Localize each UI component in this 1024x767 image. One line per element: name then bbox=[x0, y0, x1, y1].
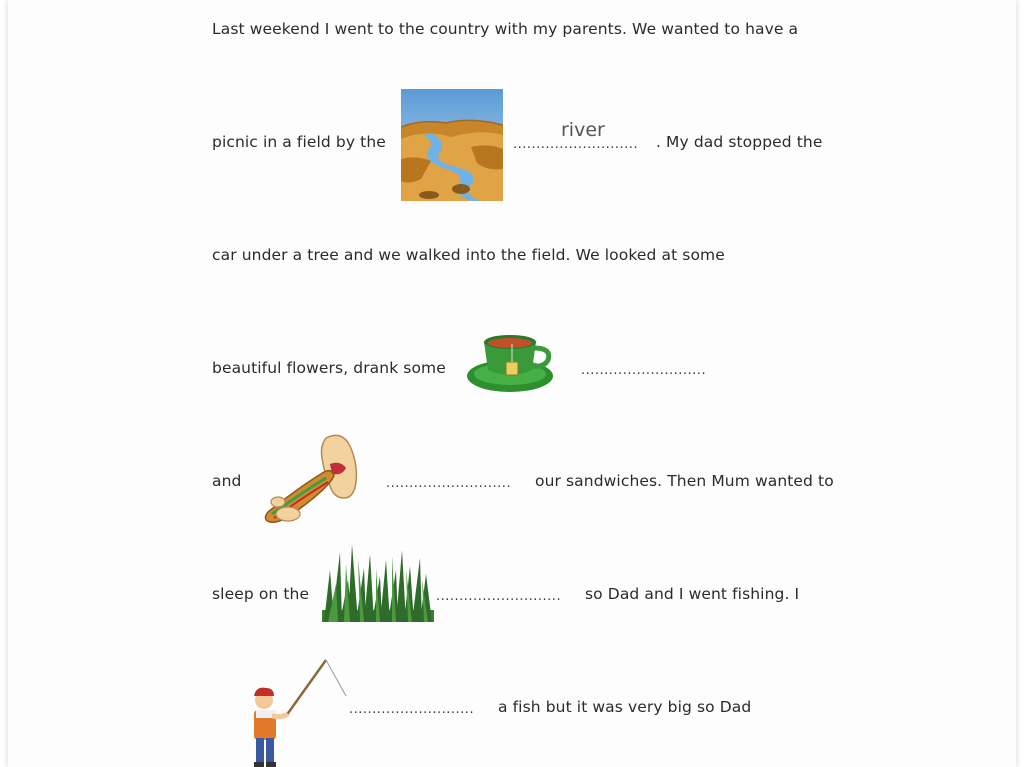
blank-grass[interactable]: ........................... bbox=[436, 589, 562, 604]
story-line-6a: sleep on the bbox=[212, 585, 310, 603]
answer-river[interactable]: river bbox=[561, 119, 605, 141]
grass-icon bbox=[322, 540, 434, 622]
fisherman-boy-icon bbox=[242, 658, 352, 767]
story-line-1: Last weekend I went to the country with my parents. We wanted to have a bbox=[212, 20, 799, 38]
worksheet-page bbox=[8, 0, 1016, 767]
blank-eat[interactable]: ........................... bbox=[386, 476, 512, 491]
river-picture-icon bbox=[401, 89, 503, 201]
blank-fish[interactable]: ........................... bbox=[349, 702, 475, 717]
story-line-4a: beautiful flowers, drank some bbox=[212, 359, 446, 377]
story-line-7b: a fish but it was very big so Dad bbox=[498, 698, 752, 716]
story-line-6b: so Dad and I went fishing. I bbox=[585, 585, 800, 603]
cup-of-tea-icon bbox=[466, 330, 558, 396]
story-line-2b: . My dad stopped the bbox=[656, 133, 823, 151]
blank-river[interactable]: ........................... bbox=[513, 137, 639, 152]
story-line-2a: picnic in a field by the bbox=[212, 133, 386, 151]
story-line-5a: and bbox=[212, 472, 242, 490]
eating-sandwich-icon bbox=[258, 432, 362, 528]
blank-tea[interactable]: ........................... bbox=[581, 363, 707, 378]
story-line-5b: our sandwiches. Then Mum wanted to bbox=[535, 472, 834, 490]
story-line-3: car under a tree and we walked into the field. We looked at some bbox=[212, 246, 725, 264]
